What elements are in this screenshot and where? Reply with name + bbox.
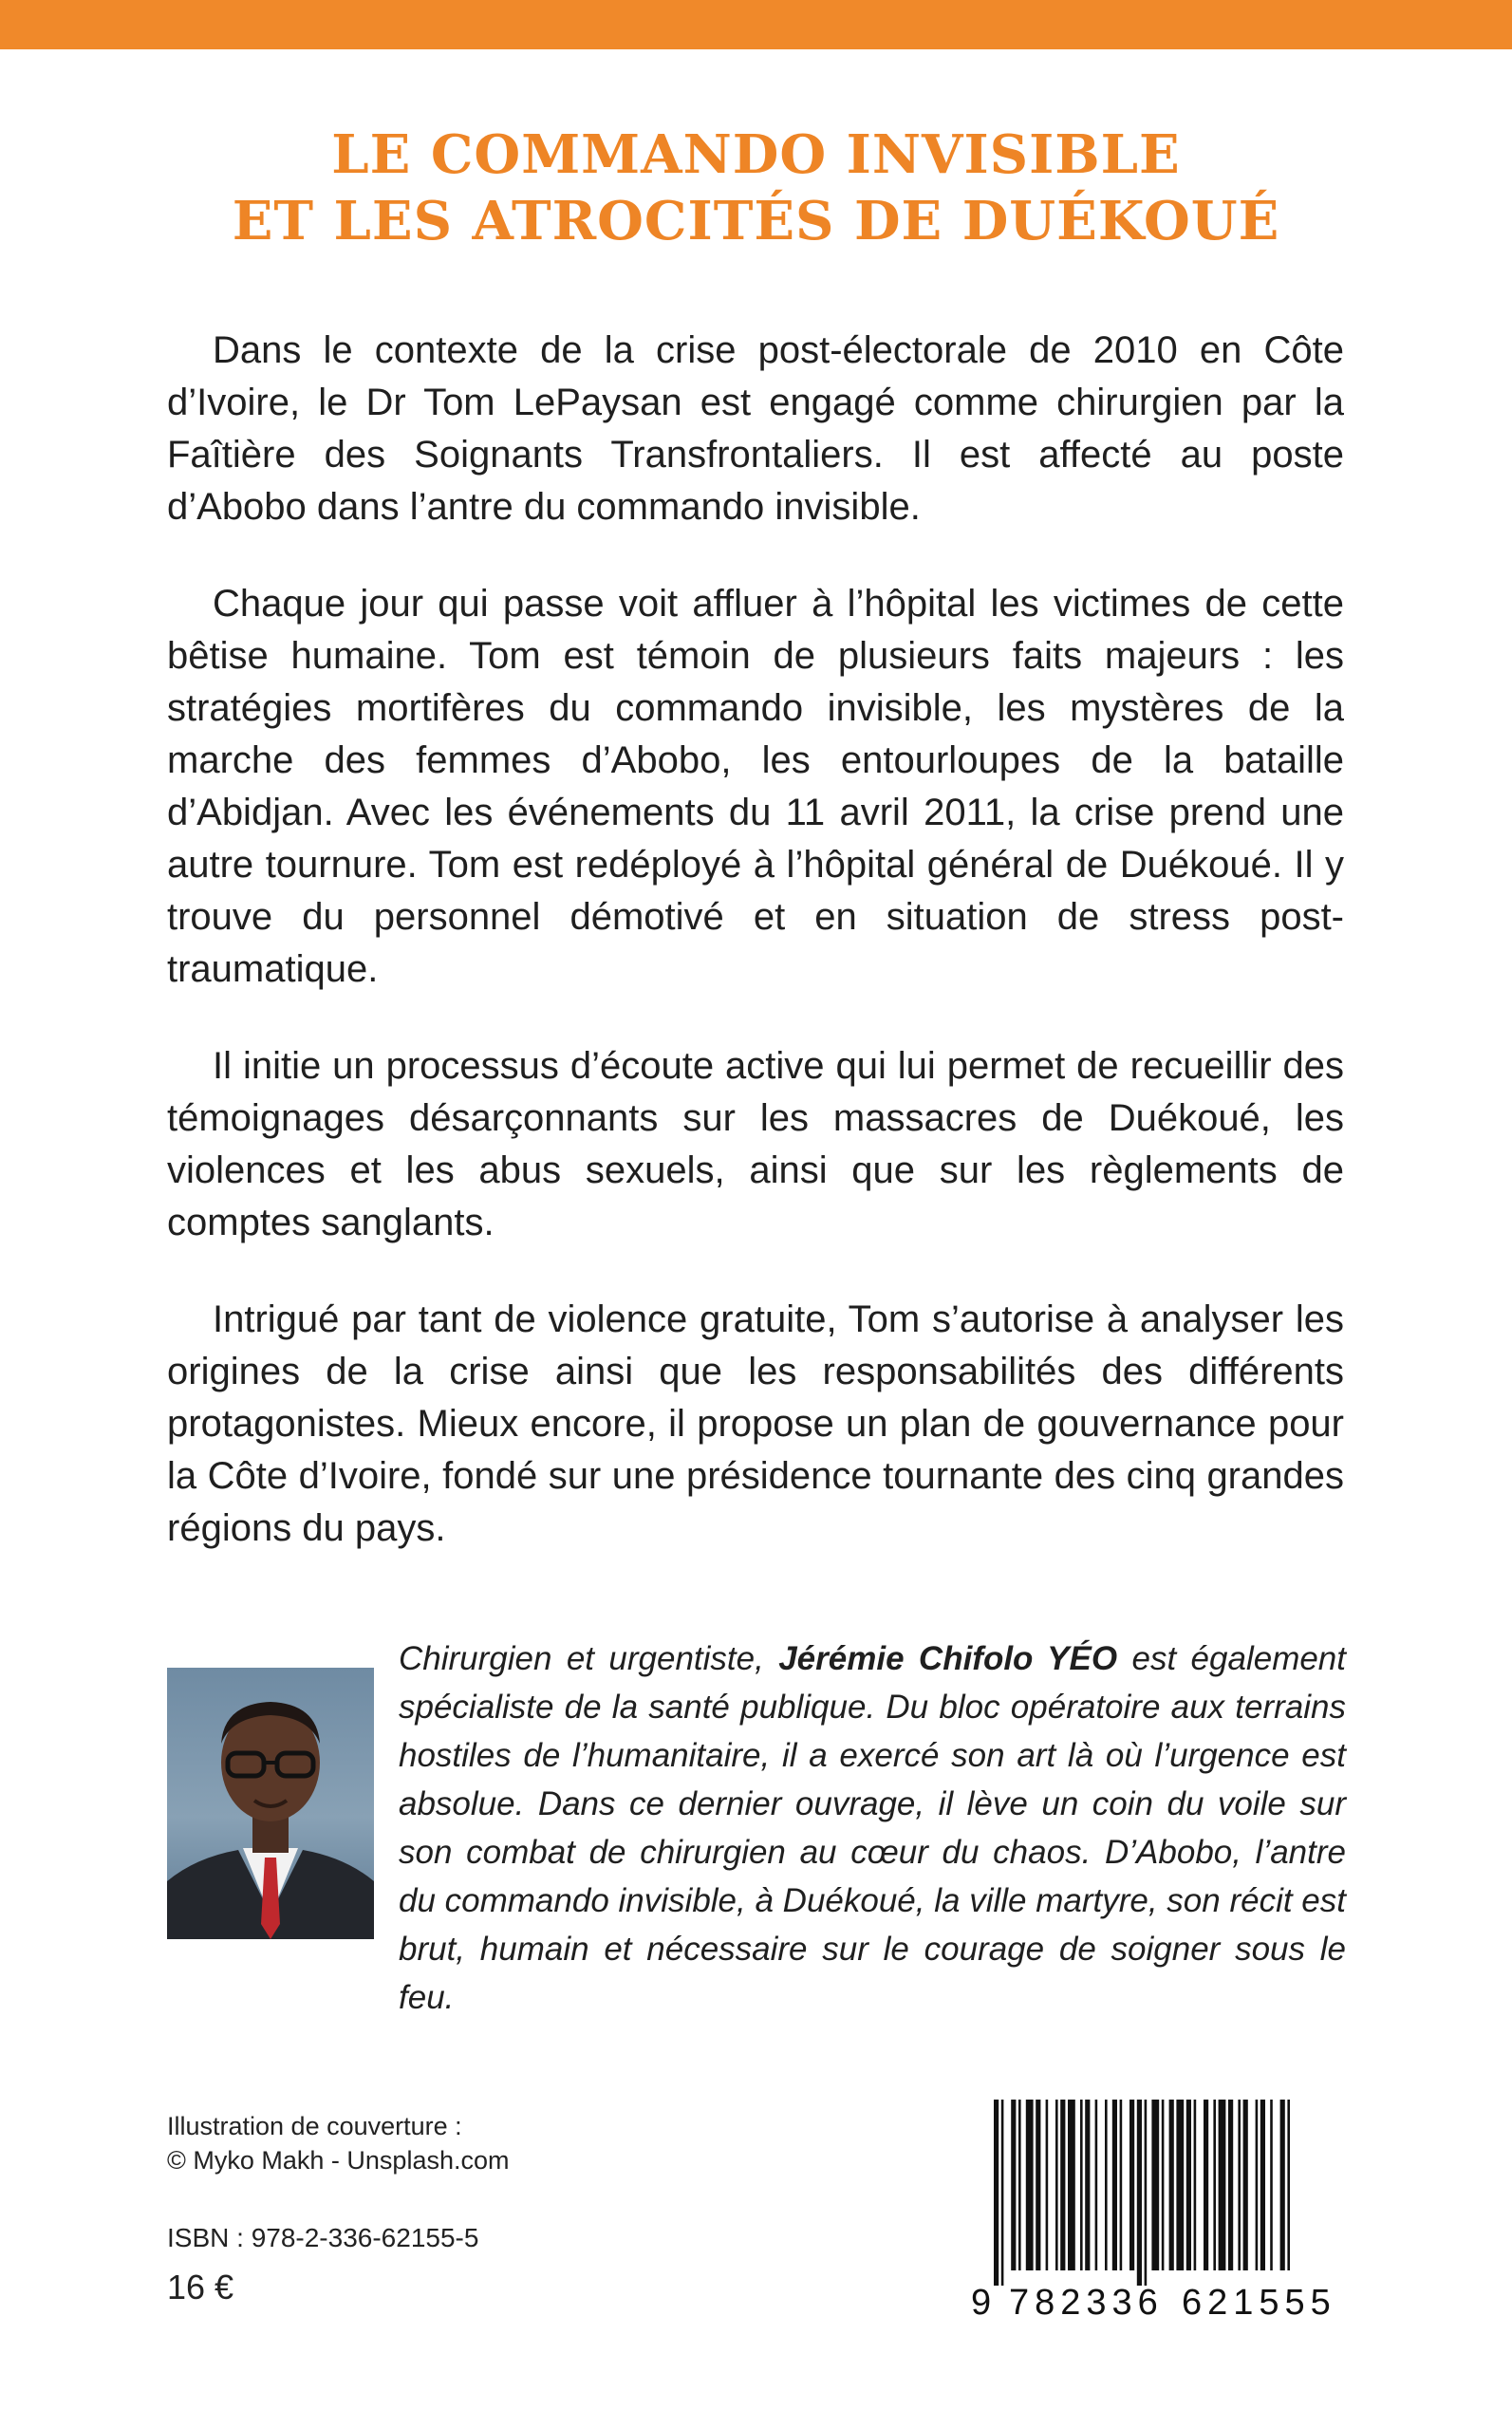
back-cover-blurb [167,325,1344,1599]
barcode-bar [1095,2100,1098,2270]
barcode-bar [1194,2100,1197,2270]
author-bio-text: est également spécialiste de la santé publique. Du bloc opératoire aux terrains hostiles de l’humanitaire, il a exercé son art là où l’urgence est absolue. Dans ce dernier ouvrage, il lève un coin du voile sur son combat de chirurgien au cœur du chaos. D’Abobo, l’antre du commando invisible, à Duékoué, la ville martyre, son récit est brut, humain et nécessaire sur le courage de soigner sous le feu. [399,1640,1346,2016]
price: 16 € [167,2268,234,2306]
barcode-bar [994,2100,999,2286]
author-name: Jérémie Chifolo YÉO [778,1640,1118,1677]
barcode-bar [1018,2100,1021,2270]
barcode-bar [1213,2100,1216,2270]
barcode-bar [1120,2100,1123,2270]
barcode-bar [1112,2100,1117,2270]
top-color-band [0,0,1512,49]
barcode-bar [1105,2100,1108,2270]
barcode-bar [1060,2100,1065,2270]
blurb-paragraph: Chaque jour qui passe voit affluer à l’hôpital les victimes de cette bêtise humaine. Tom est témoin de plusieurs faits majeurs : les stratégies mortifères du commando invisible, les mystères de la marche des femmes d’Abobo, les entourloupes de la bataille d’Abidjan. Avec les événements du 11 avril 2011, la crise prend une autre tournure. Tom est redéployé à l’hôpital général de Duékoué. Il y trouve du personnel démotivé et en situation de stress post-traumatique. [167,583,1344,990]
barcode-bar [1270,2100,1273,2270]
author-photo [167,1668,374,1939]
barcode-bar [1026,2100,1034,2270]
barcode-digits-right: 621555 [1182,2283,1336,2318]
title-line-2: ET LES ATROCITÉS DE DUÉKOUÉ [232,190,1280,252]
credit-line-1: Illustration de couverture : [167,2112,462,2140]
credit-line-2: © Myko Makh - Unsplash.com [167,2146,510,2175]
barcode-bar [1169,2100,1174,2270]
barcode-bar [1001,2100,1004,2286]
cover-illustration-credit [167,2109,510,2177]
barcode-bar [1280,2100,1285,2270]
barcode-bar [1256,2100,1259,2270]
barcode-bar [1238,2100,1241,2270]
barcode-bar [1243,2100,1248,2270]
barcode-bar [1176,2100,1184,2270]
barcode-bars [994,2100,1290,2286]
book-title [0,121,1512,254]
author-bio-intro: Chirurgien et urgentiste, [399,1640,779,1677]
barcode-bar [1219,2100,1226,2270]
barcode-bar [1046,2100,1049,2270]
barcode-bar [1036,2100,1040,2270]
barcode-bar [1186,2100,1191,2270]
author-portrait-graphic [167,1668,374,1939]
barcode-bar [1055,2100,1058,2270]
barcode-digits-left: 782336 [1009,2283,1164,2318]
blurb-paragraph: Intrigué par tant de violence gratuite, Tom s’autorise à analyser les origines de la crise ainsi que les responsabilités des différents protagonistes. Mieux encore, il propose un plan de gouvernance pour la Côte d’Ivoire, fondé sur une présidence tournante des cinq grandes régions du pays. [167,1298,1344,1549]
barcode-bar [1145,2100,1148,2286]
barcode-bar [1085,2100,1090,2270]
barcode-bar [1080,2100,1083,2270]
barcode-bar [1129,2100,1134,2270]
isbn-barcode [971,2100,1345,2318]
barcode-bar [1204,2100,1208,2270]
barcode-bar [1011,2100,1016,2270]
barcode-bar [1287,2100,1290,2270]
barcode-digit-first: 9 [971,2283,992,2318]
barcode-bar [1137,2100,1142,2286]
barcode-bar [1151,2100,1159,2270]
barcode-bar [1228,2100,1233,2270]
blurb-paragraph: Dans le contexte de la crise post-électorale de 2010 en Côte d’Ivoire, le Dr Tom LePaysan est engagé comme chirurgien par la Faîtière des Soignants Transfrontaliers. Il est affecté au poste d’Abobo dans l’antre du commando invisible. [167,329,1344,528]
author-bio [399,1634,1346,2022]
title-line-1: LE COMMANDO INVISIBLE [331,123,1181,186]
barcode-bar [1162,2100,1165,2270]
isbn: ISBN : 978-2-336-62155-5 [167,2223,479,2252]
barcode-bar [1068,2100,1075,2270]
blurb-paragraph: Il initie un processus d’écoute active qui lui permet de recueillir des témoignages désarçonnants sur les massacres de Duékoué, les violences et les abus sexuels, ainsi que sur les règlements de comptes sanglants. [167,1045,1344,1243]
barcode-bar [1260,2100,1265,2270]
